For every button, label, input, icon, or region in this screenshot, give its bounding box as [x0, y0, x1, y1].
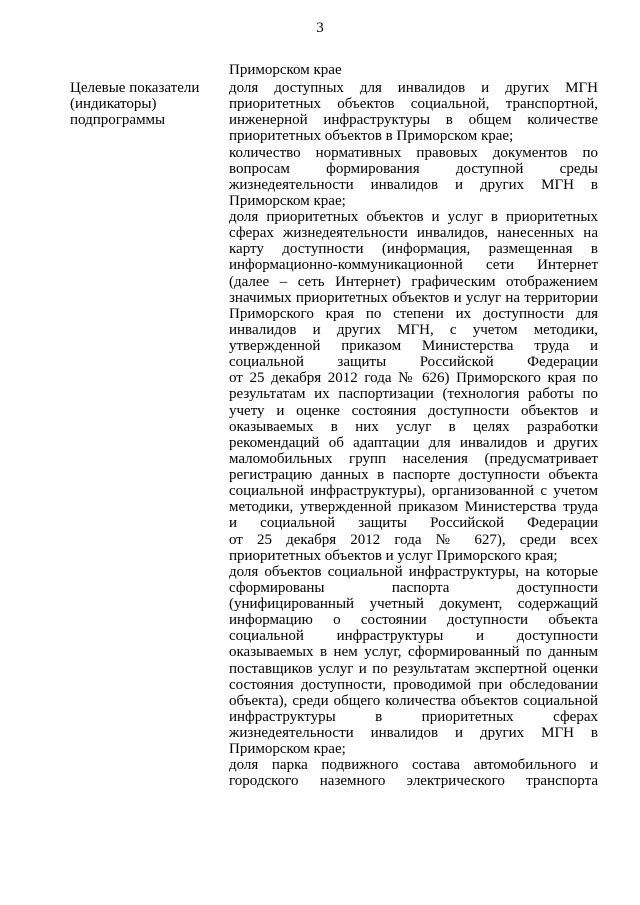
text-line: информацию о состоянии доступности объекта: [229, 612, 598, 629]
text-line: жизнедеятельности инвалидов и других МГН в: [229, 176, 598, 193]
text-line: доля парка подвижного состава автомобильного и: [229, 757, 598, 774]
text-line: (далее – сеть Интернет) графическим отображением: [229, 273, 598, 290]
text-line: доля доступных для инвалидов и других МГН: [229, 80, 598, 96]
text-line: вопросам формирования доступной среды: [229, 160, 598, 177]
text-line: состояния доступности, проводимой при обследовании: [229, 676, 598, 693]
text-line: социальной защиты Российской Федерации: [229, 354, 598, 371]
text-line: утвержденной приказом Министерства труда и: [229, 338, 598, 354]
text-line: инвалидов и других МГН, с учетом методики,: [229, 321, 598, 338]
text-line: маломобильных групп населения (предусматривает: [229, 450, 598, 467]
text-line: доля объектов социальной инфраструктуры, на которые: [229, 563, 598, 580]
text-line: регистрацию данных в паспорте доступности объекта: [229, 467, 598, 483]
text-line: Приморского края по степени их доступности для: [229, 305, 598, 322]
text-line: социальной инфраструктуры и доступности: [229, 628, 598, 645]
text-line: доля приоритетных объектов и услуг в приоритетных: [229, 209, 598, 225]
text-line: инфраструктуры в приоритетных сферах: [229, 708, 598, 725]
text-line: количество нормативных правовых документов по: [229, 144, 598, 161]
text-line: и социальной защиты Российской Федерации: [229, 515, 598, 532]
text-line: (унифицированный учетный документ, содержащий: [229, 596, 598, 612]
text-line: объекта), среди общего количества объектов социальной: [229, 692, 598, 709]
text-line: рекомендаций об адаптации для инвалидов и других: [229, 434, 598, 451]
text-line: поставщиков услуг и по результатам экспертной оценки: [229, 660, 598, 677]
text-line: сформированы паспорта доступности: [229, 579, 598, 596]
page-number: 3: [316, 20, 324, 36]
text-line: карту доступности (информация, размещенная в: [229, 241, 598, 258]
text-line: методики, утвержденной приказом Министерства труда: [229, 499, 598, 516]
text-line: оказываемых в них услуг в целях разработки: [229, 418, 598, 435]
text-line: инженерной инфраструктуры в общем количестве: [229, 112, 598, 129]
text-line: приоритетных объектов и услуг Приморского края;: [229, 547, 558, 564]
row-label-line: (индикаторы): [70, 96, 157, 112]
row-label-line: Целевые показатели: [70, 80, 200, 96]
continuation-line: Приморском крае: [229, 62, 342, 78]
text-line: оказываемых в нем услуг, сформированный по данным: [229, 644, 598, 661]
text-line: учету и оценке состояния доступности объектов и: [229, 402, 598, 419]
text-line: значимых приоритетных объектов и услуг на территории: [229, 289, 598, 306]
text-line: Приморском крае;: [229, 741, 346, 758]
text-line: сферах жизнедеятельности инвалидов, нанесенных на: [229, 225, 598, 242]
text-line: Приморском крае;: [229, 192, 346, 209]
row-value-text: [229, 80, 598, 790]
row-label-line: подпрограммы: [70, 112, 166, 128]
text-line: социальной инфраструктуры), организованной с учетом: [229, 483, 598, 500]
text-line: городского наземного электрического транспорта: [229, 773, 598, 790]
text-line: жизнедеятельности инвалидов и других МГН в: [229, 725, 598, 741]
text-line: от 25 декабря 2012 года № 626) Приморского края по: [229, 370, 598, 387]
text-line: информационно-коммуникационной сети Интернет: [229, 257, 598, 274]
text-line: от 25 декабря 2012 года № 627), среди всех: [229, 531, 598, 548]
text-line: приоритетных объектов социальной, транспортной,: [229, 96, 598, 113]
row-label: [70, 80, 215, 128]
text-line: результатам их паспортизации (технология работы по: [229, 386, 598, 403]
text-line: приоритетных объектов в Приморском крае;: [229, 128, 514, 145]
